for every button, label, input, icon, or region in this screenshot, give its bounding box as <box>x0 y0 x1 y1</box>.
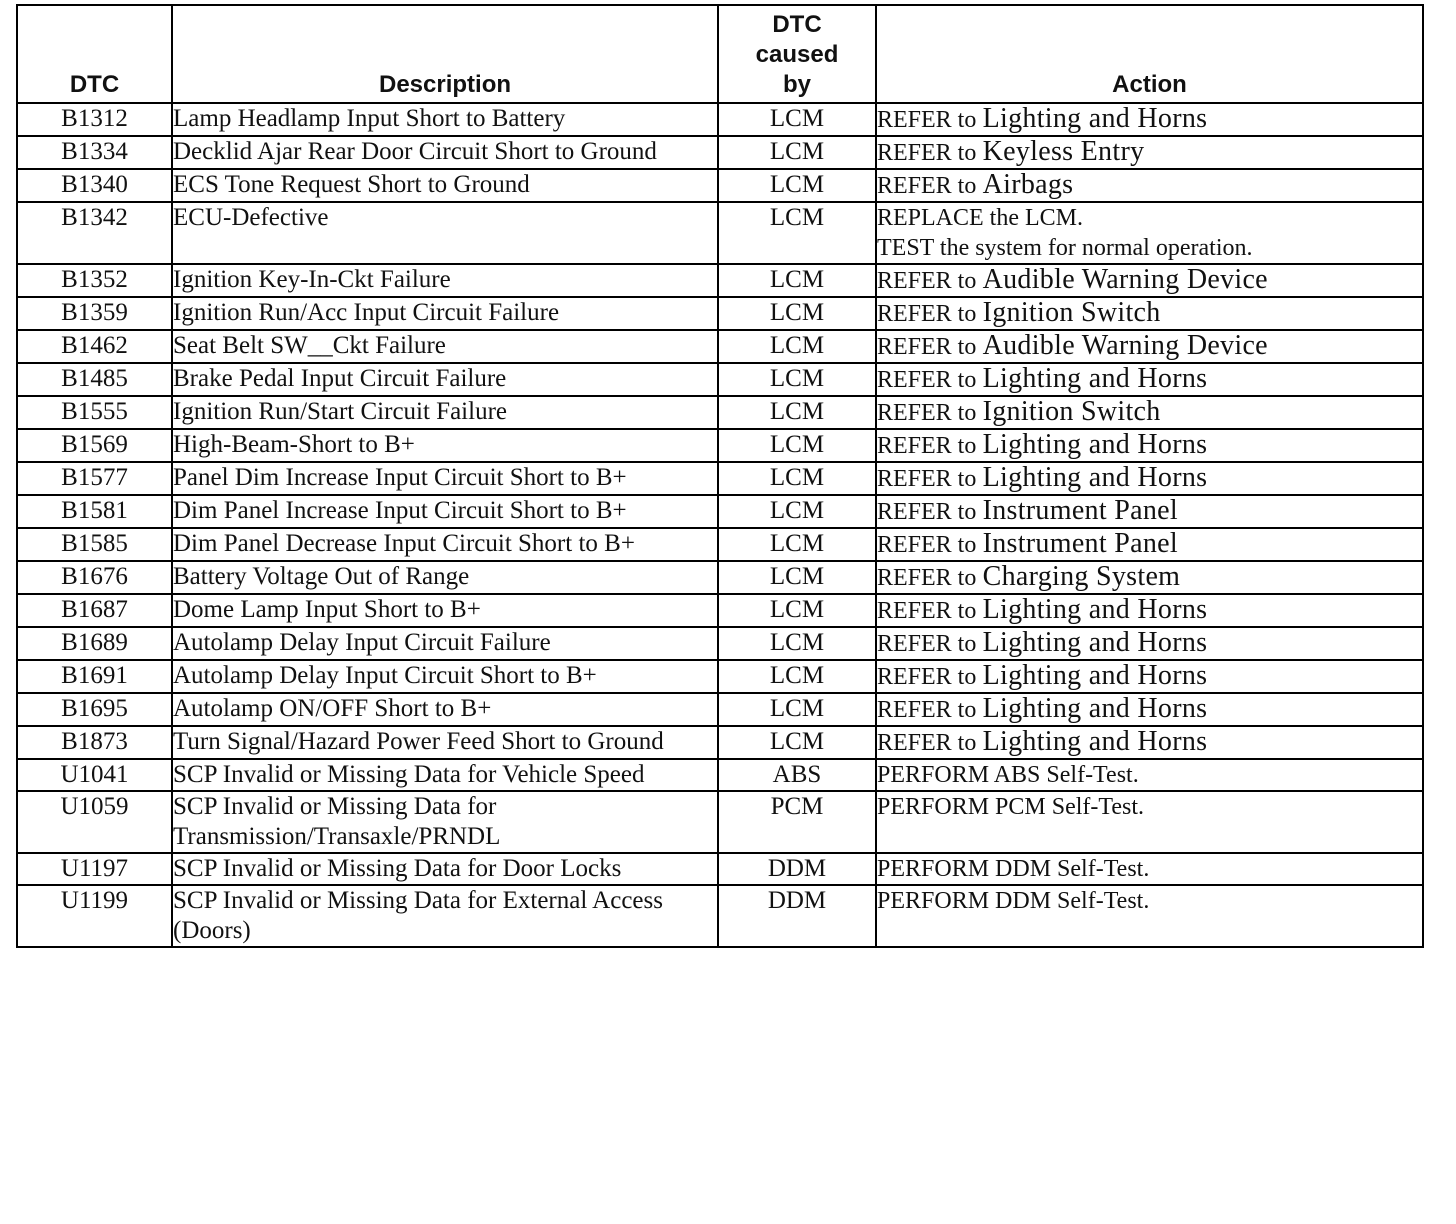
dtc-code: B1352 <box>17 264 172 297</box>
dtc-action <box>876 627 1423 660</box>
action-verb: REFER to <box>877 334 977 360</box>
action-verb: REFER to <box>877 664 977 690</box>
dtc-description: High-Beam-Short to B+ <box>172 429 718 462</box>
dtc-caused-by: LCM <box>718 627 876 660</box>
table-row <box>17 297 1423 330</box>
dtc-description: Ignition Run/Start Circuit Failure <box>172 396 718 429</box>
action-reference: Airbags <box>982 169 1074 200</box>
table-row <box>17 561 1423 594</box>
action-verb: REFER to <box>877 697 977 723</box>
dtc-caused-by: DDM <box>718 853 876 885</box>
dtc-action <box>876 885 1423 947</box>
action-reference: Audible Warning Device <box>982 330 1268 361</box>
dtc-caused-by: ABS <box>718 759 876 791</box>
table-row <box>17 169 1423 202</box>
header-dtc: DTC <box>17 5 172 103</box>
dtc-description: SCP Invalid or Missing Data for Vehicle Speed <box>172 759 718 791</box>
dtc-code: B1312 <box>17 103 172 136</box>
dtc-caused-by: LCM <box>718 726 876 759</box>
dtc-description: Battery Voltage Out of Range <box>172 561 718 594</box>
dtc-description: Dim Panel Increase Input Circuit Short to B+ <box>172 495 718 528</box>
dtc-description: SCP Invalid or Missing Data for Door Locks <box>172 853 718 885</box>
header-caused-by-line3: by <box>782 71 811 98</box>
table-row <box>17 627 1423 660</box>
dtc-action <box>876 169 1423 202</box>
dtc-caused-by: LCM <box>718 594 876 627</box>
table-row <box>17 363 1423 396</box>
table-row <box>17 103 1423 136</box>
action-reference: Lighting and Horns <box>982 429 1208 460</box>
table-row <box>17 726 1423 759</box>
dtc-action <box>876 759 1423 791</box>
dtc-code: B1485 <box>17 363 172 396</box>
action-verb: REFER to <box>877 433 977 459</box>
dtc-code: U1041 <box>17 759 172 791</box>
dtc-action <box>876 791 1423 853</box>
table-row <box>17 885 1423 947</box>
dtc-caused-by: LCM <box>718 396 876 429</box>
action-verb: REFER to <box>877 367 977 393</box>
dtc-caused-by: LCM <box>718 495 876 528</box>
header-caused-by-line1: DTC <box>772 11 822 38</box>
dtc-description: Ignition Key-In-Ckt Failure <box>172 264 718 297</box>
action-verb: REFER to <box>877 598 977 624</box>
action-verb: REFER to <box>877 466 977 492</box>
dtc-description: Turn Signal/Hazard Power Feed Short to Ground <box>172 726 718 759</box>
action-reference: Instrument Panel <box>982 528 1178 559</box>
table-row <box>17 759 1423 791</box>
dtc-code: B1689 <box>17 627 172 660</box>
dtc-code: B1577 <box>17 462 172 495</box>
action-verb: REFER to <box>877 268 977 294</box>
table-row <box>17 791 1423 853</box>
table-row <box>17 462 1423 495</box>
dtc-description: Autolamp Delay Input Circuit Short to B+ <box>172 660 718 693</box>
dtc-code: U1197 <box>17 853 172 885</box>
action-reference: Lighting and Horns <box>982 594 1208 625</box>
dtc-code: B1873 <box>17 726 172 759</box>
dtc-caused-by: LCM <box>718 103 876 136</box>
header-action: Action <box>876 5 1423 103</box>
table-row <box>17 528 1423 561</box>
dtc-action <box>876 693 1423 726</box>
dtc-action <box>876 297 1423 330</box>
dtc-table <box>16 4 1424 948</box>
dtc-code: U1059 <box>17 791 172 853</box>
table-row <box>17 264 1423 297</box>
table-body <box>17 103 1423 947</box>
dtc-caused-by: LCM <box>718 330 876 363</box>
header-row <box>17 5 1423 103</box>
dtc-caused-by: LCM <box>718 169 876 202</box>
dtc-action <box>876 594 1423 627</box>
dtc-caused-by: LCM <box>718 660 876 693</box>
action-reference: Lighting and Horns <box>982 660 1208 691</box>
dtc-action <box>876 136 1423 169</box>
action-verb: REFER to <box>877 173 977 199</box>
action-reference: Audible Warning Device <box>982 264 1268 295</box>
header-description: Description <box>172 5 718 103</box>
dtc-action <box>876 330 1423 363</box>
action-reference: Ignition Switch <box>982 396 1161 427</box>
dtc-action <box>876 853 1423 885</box>
action-reference: Lighting and Horns <box>982 726 1208 757</box>
header-caused-by <box>718 5 876 103</box>
dtc-action <box>876 495 1423 528</box>
action-reference: Lighting and Horns <box>982 627 1208 658</box>
action-verb: REFER to <box>877 400 977 426</box>
action-line-1: REPLACE the LCM. <box>877 205 1084 231</box>
dtc-description: Dome Lamp Input Short to B+ <box>172 594 718 627</box>
action-verb: REFER to <box>877 499 977 525</box>
dtc-code: B1569 <box>17 429 172 462</box>
dtc-caused-by: LCM <box>718 136 876 169</box>
header-caused-by-line2: caused <box>755 41 839 68</box>
dtc-action <box>876 462 1423 495</box>
dtc-action <box>876 103 1423 136</box>
action-verb: REFER to <box>877 301 977 327</box>
dtc-description: SCP Invalid or Missing Data for External Access (Doors) <box>172 885 718 947</box>
dtc-description: ECS Tone Request Short to Ground <box>172 169 718 202</box>
dtc-caused-by: DDM <box>718 885 876 947</box>
dtc-code: B1687 <box>17 594 172 627</box>
action-line-1: PERFORM ABS Self-Test. <box>877 762 1139 788</box>
dtc-code: U1199 <box>17 885 172 947</box>
table-row <box>17 594 1423 627</box>
dtc-caused-by: LCM <box>718 429 876 462</box>
table-row <box>17 429 1423 462</box>
dtc-description: Seat Belt SW__Ckt Failure <box>172 330 718 363</box>
action-verb: REFER to <box>877 730 977 756</box>
dtc-description: Dim Panel Decrease Input Circuit Short to B+ <box>172 528 718 561</box>
table-row <box>17 396 1423 429</box>
dtc-caused-by: LCM <box>718 363 876 396</box>
action-reference: Lighting and Horns <box>982 103 1208 134</box>
dtc-action <box>876 264 1423 297</box>
dtc-description: Brake Pedal Input Circuit Failure <box>172 363 718 396</box>
dtc-action <box>876 561 1423 594</box>
action-verb: REFER to <box>877 532 977 558</box>
action-verb: REFER to <box>877 107 977 133</box>
dtc-caused-by: PCM <box>718 791 876 853</box>
dtc-code: B1691 <box>17 660 172 693</box>
dtc-caused-by: LCM <box>718 528 876 561</box>
dtc-action <box>876 202 1423 264</box>
dtc-caused-by: LCM <box>718 462 876 495</box>
dtc-code: B1462 <box>17 330 172 363</box>
table-row <box>17 693 1423 726</box>
dtc-code: B1555 <box>17 396 172 429</box>
table-row <box>17 495 1423 528</box>
dtc-action <box>876 528 1423 561</box>
table-row <box>17 202 1423 264</box>
dtc-code: B1334 <box>17 136 172 169</box>
dtc-action <box>876 429 1423 462</box>
dtc-description: Autolamp ON/OFF Short to B+ <box>172 693 718 726</box>
dtc-code: B1340 <box>17 169 172 202</box>
action-reference: Lighting and Horns <box>982 462 1208 493</box>
dtc-description: Decklid Ajar Rear Door Circuit Short to Ground <box>172 136 718 169</box>
table-row <box>17 136 1423 169</box>
dtc-action <box>876 660 1423 693</box>
dtc-description: Panel Dim Increase Input Circuit Short to B+ <box>172 462 718 495</box>
action-verb: REFER to <box>877 140 977 166</box>
action-reference: Keyless Entry <box>982 136 1145 167</box>
dtc-code: B1581 <box>17 495 172 528</box>
dtc-description: Ignition Run/Acc Input Circuit Failure <box>172 297 718 330</box>
dtc-code: B1676 <box>17 561 172 594</box>
action-verb: REFER to <box>877 631 977 657</box>
table-row <box>17 660 1423 693</box>
dtc-caused-by: LCM <box>718 202 876 264</box>
action-reference: Lighting and Horns <box>982 363 1208 394</box>
dtc-action <box>876 363 1423 396</box>
dtc-code: B1585 <box>17 528 172 561</box>
action-reference: Charging System <box>982 561 1181 592</box>
action-reference: Ignition Switch <box>982 297 1161 328</box>
dtc-description: Autolamp Delay Input Circuit Failure <box>172 627 718 660</box>
table-row <box>17 853 1423 885</box>
action-line-1: PERFORM PCM Self-Test. <box>877 794 1145 820</box>
dtc-action <box>876 396 1423 429</box>
dtc-description: ECU-Defective <box>172 202 718 264</box>
dtc-code: B1342 <box>17 202 172 264</box>
dtc-description: Lamp Headlamp Input Short to Battery <box>172 103 718 136</box>
dtc-code: B1695 <box>17 693 172 726</box>
action-reference: Lighting and Horns <box>982 693 1208 724</box>
action-line-1: PERFORM DDM Self-Test. <box>877 856 1150 882</box>
dtc-caused-by: LCM <box>718 264 876 297</box>
dtc-caused-by: LCM <box>718 561 876 594</box>
dtc-description: SCP Invalid or Missing Data for Transmission/Transaxle/PRNDL <box>172 791 718 853</box>
dtc-code: B1359 <box>17 297 172 330</box>
action-line-2: TEST the system for normal operation. <box>877 235 1253 261</box>
action-line-1: PERFORM DDM Self-Test. <box>877 888 1150 914</box>
dtc-caused-by: LCM <box>718 297 876 330</box>
dtc-action <box>876 726 1423 759</box>
action-verb: REFER to <box>877 565 977 591</box>
dtc-caused-by: LCM <box>718 693 876 726</box>
table-row <box>17 330 1423 363</box>
action-reference: Instrument Panel <box>982 495 1178 526</box>
